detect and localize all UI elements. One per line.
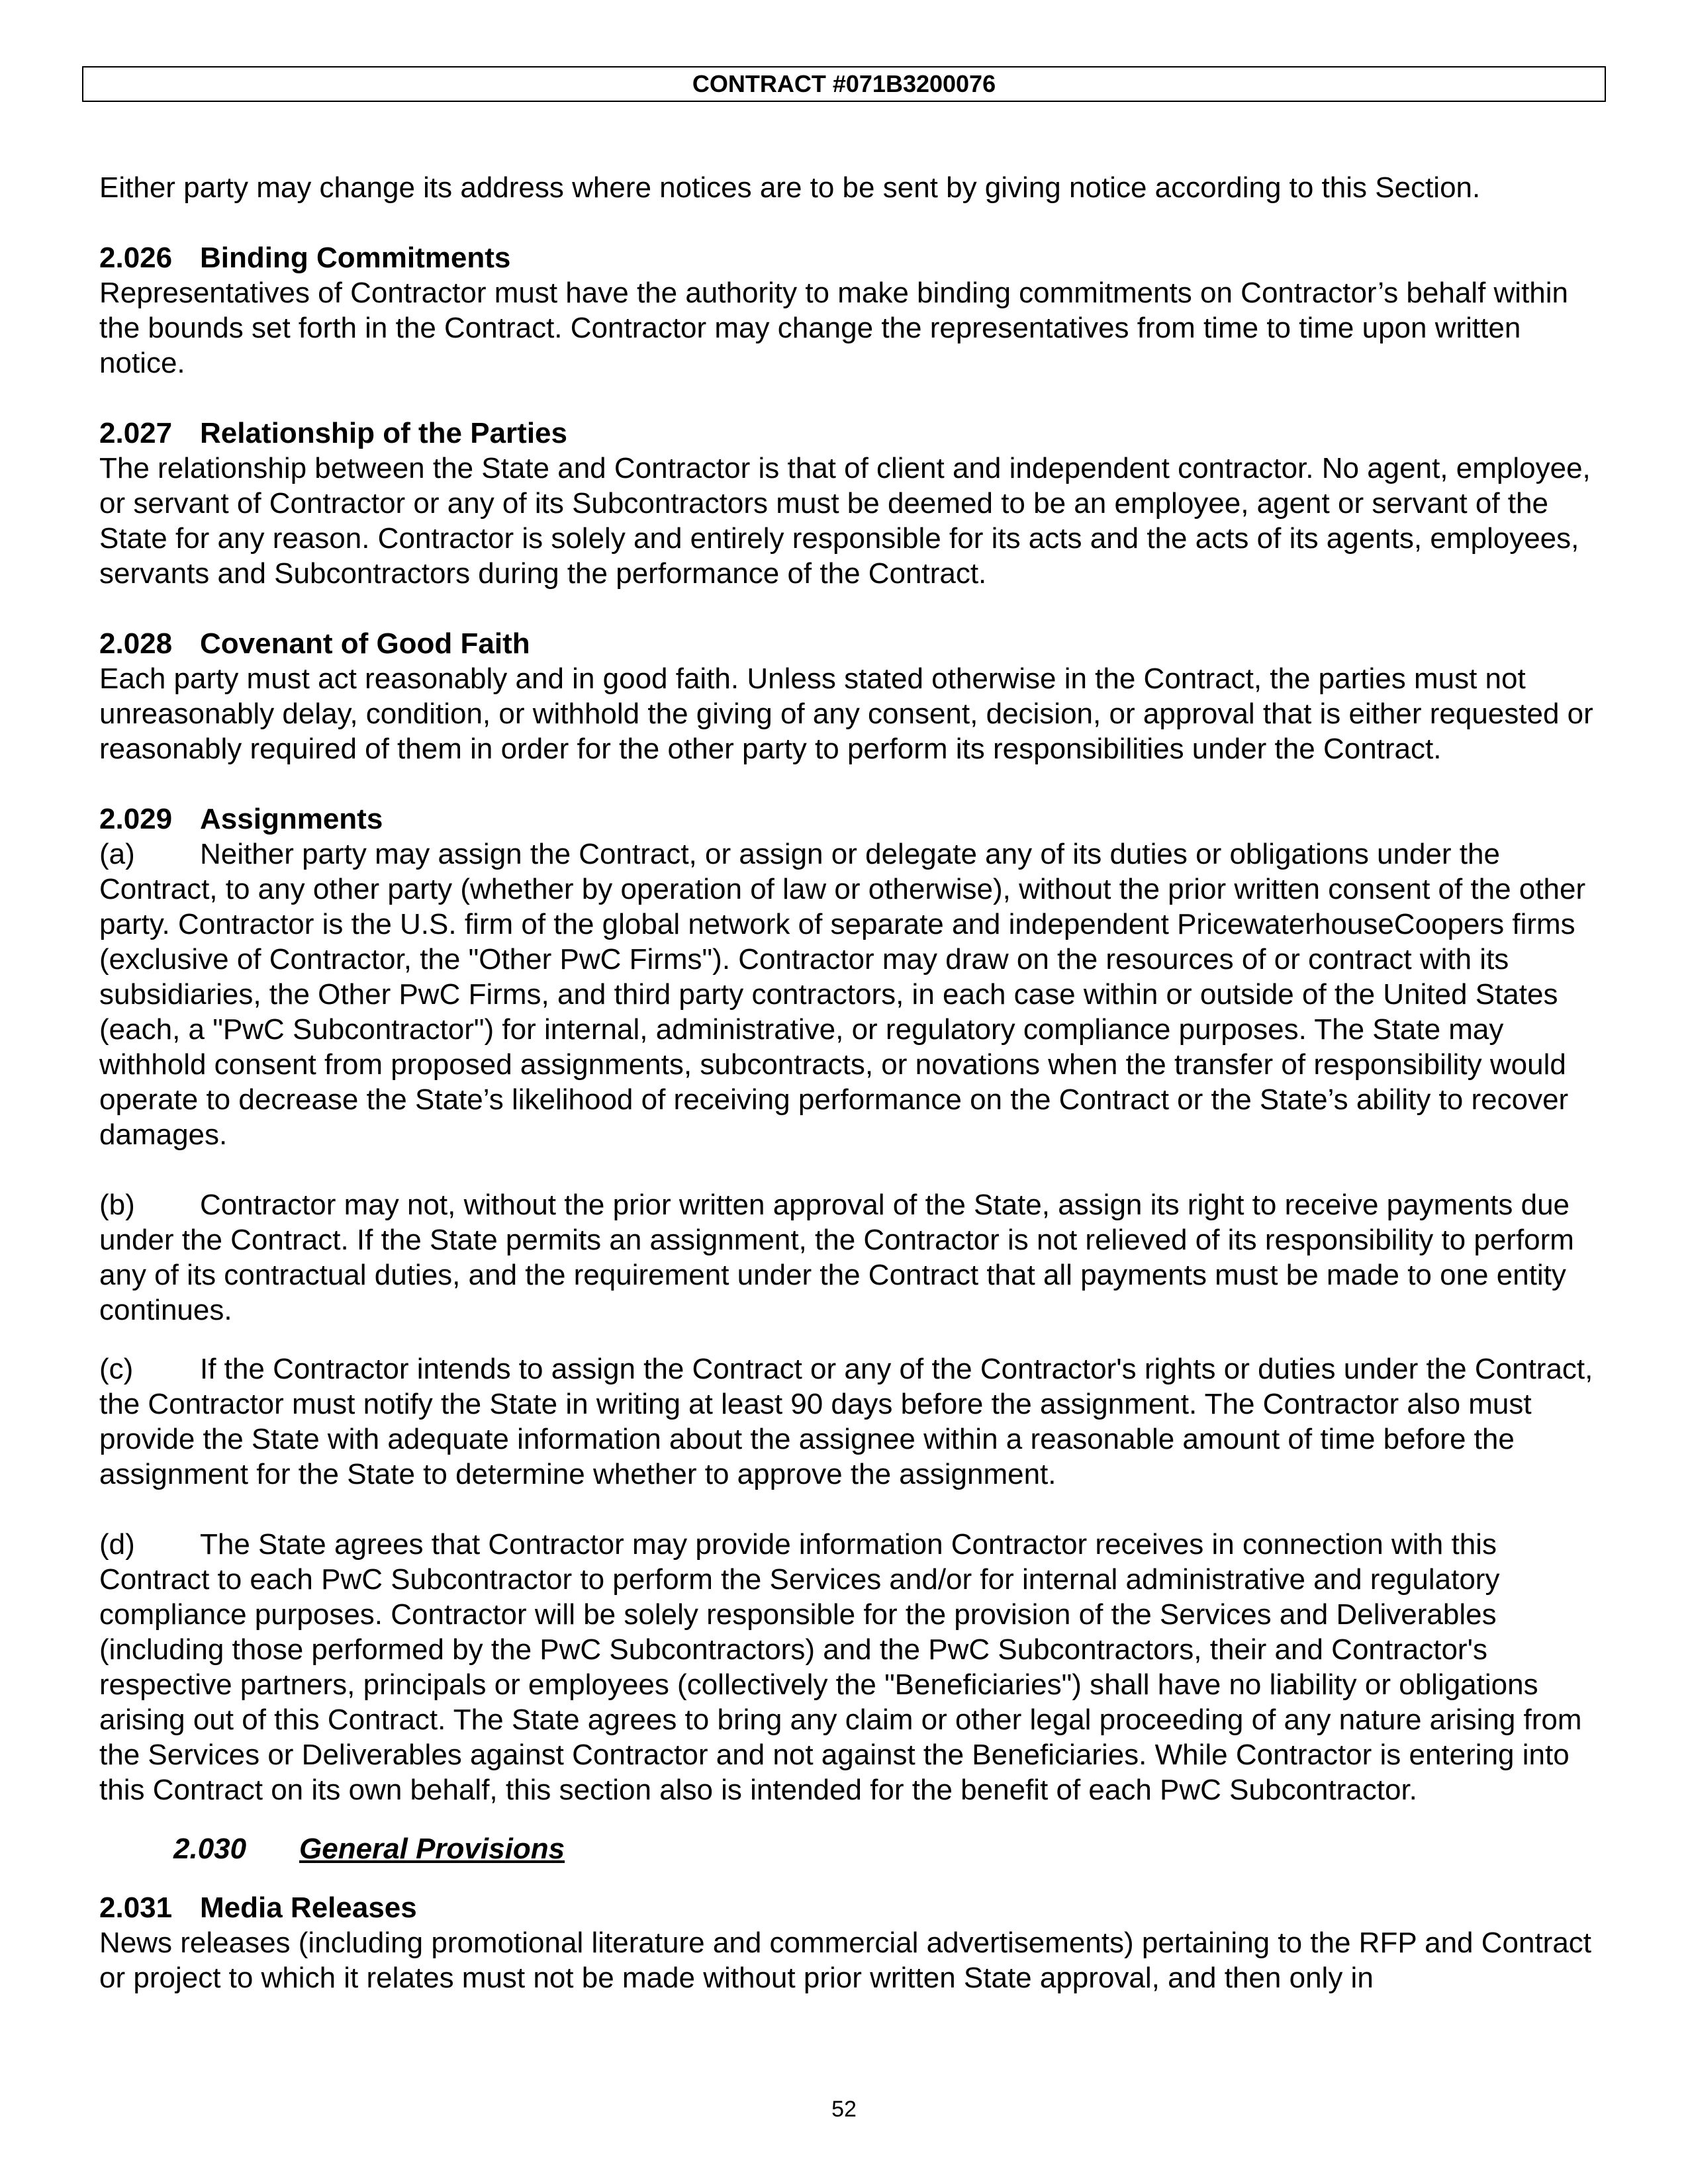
item-text: If the Contractor intends to assign the Contract or any of the Contractor's rights or duties under the Contract, the Contractor must notify the State in writing at least 90 days before the assignment. The Contractor also must provide the State with adequate information about the assignee within a reasonable amount of time before the assignment for the State to determine whether to approve the assignment. [99,1353,1593,1490]
section-number: 2.026 [99,242,173,274]
document-body [99,170,1595,1995]
page-number: 52 [831,2097,857,2122]
item-label: (c) [99,1353,134,1385]
section-heading-2031 [99,1890,1595,1925]
contract-number: CONTRACT #071B3200076 [692,70,996,97]
item-text: The State agrees that Contractor may provide information Contractor receives in connection with this Contract to each PwC Subcontractor to perform the Services and/or for internal administrative and regulatory compliance purposes. Contractor will be solely responsible for the provision of the Services and Deliverables (including those performed by the PwC Subcontractors) and the PwC Subcontractors, their and Contractor's respective partners, principals or employees (collectively the "Beneficiaries") shall have no liability or obligations arising out of this Contract. The State agrees to bring any claim or other legal proceeding of any nature arising from the Services or Deliverables against Contractor and not against the Beneficiaries. While Contractor is entering into this Contract on its own behalf, this section also is intended for the benefit of each PwC Subcontractor. [99,1528,1582,1806]
section-heading-2028 [99,626,1595,661]
section-title: Media Releases [200,1891,417,1924]
section-body-2031: News releases (including promotional literature and commercial advertisements) pertaining to the RFP and Contract or project to which it relates must not be made without prior written State approval, and then only in [99,1927,1592,1994]
section-body-2028: Each party must act reasonably and in good faith. Unless stated otherwise in the Contract, the parties must not unreasonably delay, condition, or withhold the giving of any consent, decision, or approval that is either requested or reasonably required of them in order for the other party to perform its responsibilities under the Contract. [99,662,1593,765]
section-body-2026: Representatives of Contractor must have the authority to make binding commitments on Contractor’s behalf within the bounds set forth in the Contract. Contractor may change the representatives from time to time upon written notice. [99,277,1569,379]
section-heading-2030 [173,1831,1595,1866]
section-title: Relationship of the Parties [200,417,567,449]
section-title: Binding Commitments [200,242,511,274]
item-label: (d) [99,1528,135,1561]
section-title: General Provisions [299,1833,565,1865]
item-label: (b) [99,1189,135,1221]
assignment-item-c [99,1351,1595,1492]
section-title: Covenant of Good Faith [200,627,530,660]
item-text: Neither party may assign the Contract, or assign or delegate any of its duties or obligations under the Contract, to any other party (whether by operation of law or otherwise), without the prior written consent of the other party. Contractor is the U.S. firm of the global network of separate and independent PricewaterhouseCoopers firms (exclusive of Contractor, the "Other PwC Firms"). Contractor may draw on the resources of or contract with its subsidiaries, the Other PwC Firms, and third party contractors, in each case within or outside of the United States (each, a "PwC Subcontractor") for internal, administrative, or regulatory compliance purposes. The State may withhold consent from proposed assignments, subcontracts, or novations when the transfer of responsibility would operate to decrease the State’s likelihood of receiving performance on the Contract or the State’s ability to recover damages. [99,838,1586,1151]
item-text: Contractor may not, without the prior written approval of the State, assign its right to receive payments due under the Contract. If the State permits an assignment, the Contractor is not relieved of its responsibility to perform any of its contractual duties, and the requirement under the Contract that all payments must be made to one entity continues. [99,1189,1574,1326]
intro-paragraph: Either party may change its address where notices are to be sent by giving notice according to this Section. [99,171,1481,204]
section-number: 2.027 [99,417,173,449]
section-number: 2.029 [99,803,173,835]
contract-header [82,66,1606,102]
section-number: 2.030 [173,1833,247,1865]
assignment-item-b [99,1187,1595,1328]
section-number: 2.031 [99,1891,173,1924]
section-heading-2027 [99,416,1595,451]
section-heading-2026 [99,240,1595,275]
section-heading-2029 [99,801,1595,837]
section-number: 2.028 [99,627,173,660]
section-title: Assignments [200,803,383,835]
item-label: (a) [99,838,135,870]
assignment-item-d [99,1527,1595,1807]
assignment-item-a [99,837,1595,1152]
section-body-2027: The relationship between the State and Contractor is that of client and independent contractor. No agent, employee, or servant of Contractor or any of its Subcontractors must be deemed to be an employee, agent or servant of the State for any reason. Contractor is solely and entirely responsible for its acts and the acts of its agents, employees, servants and Subcontractors during the performance of the Contract. [99,452,1591,590]
